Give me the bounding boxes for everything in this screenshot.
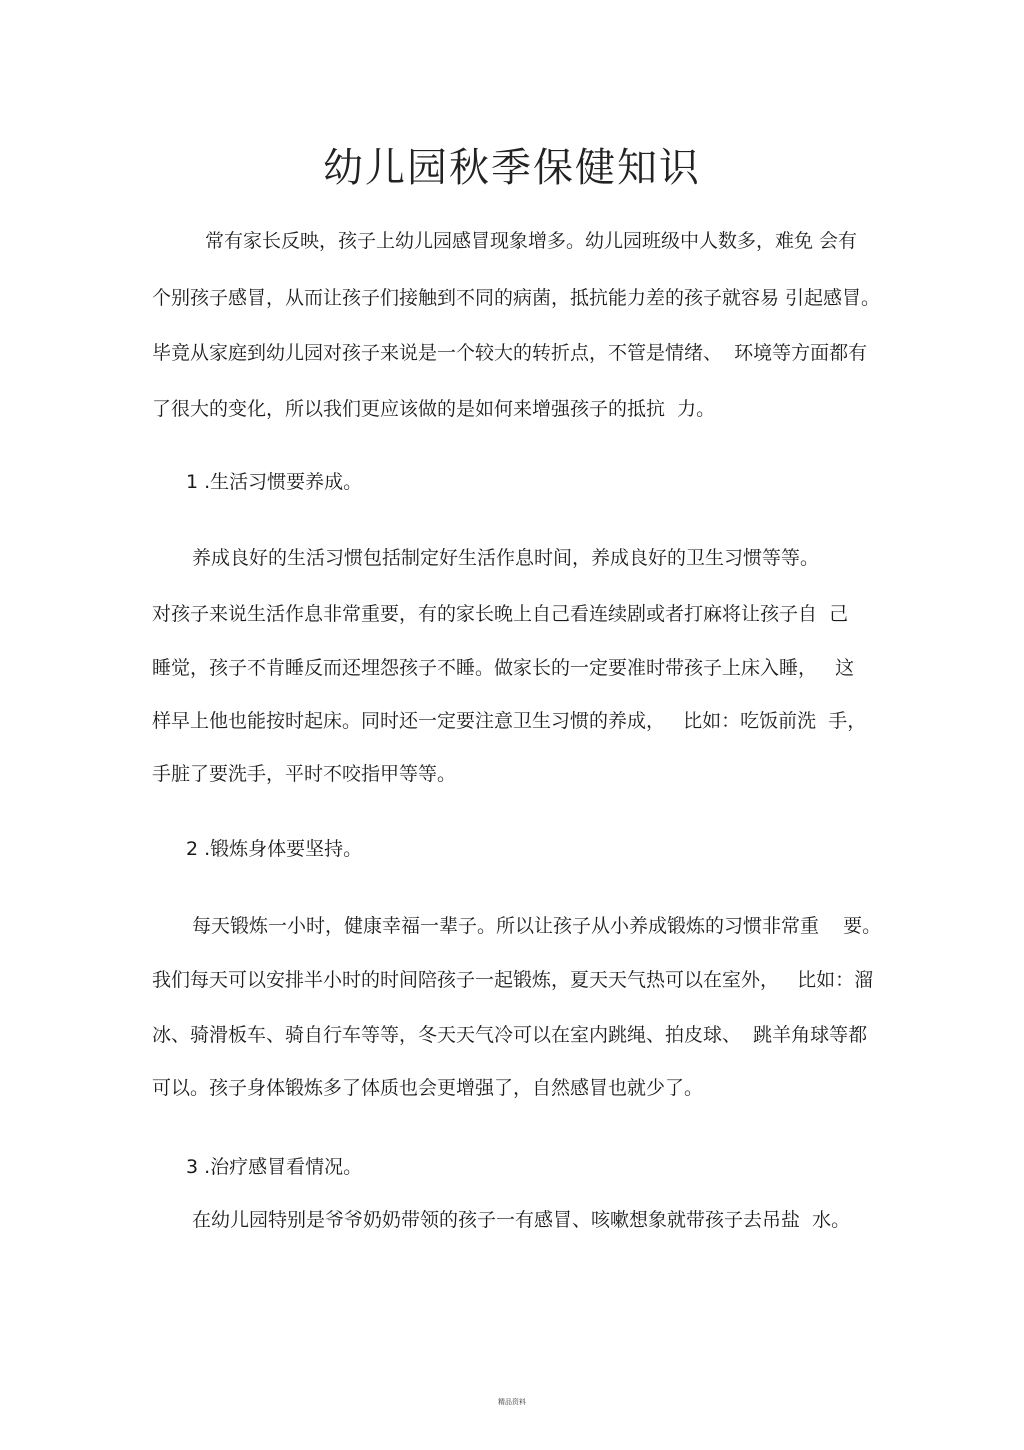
intro-line-1: 常有家长反映，孩子上幼儿园感冒现象增多。幼儿园班级中人数多，难免 会有 bbox=[205, 230, 858, 252]
section-2-line-2: 我们每天可以安排半小时的时间陪孩子一起锻炼，夏天天气热可以在室外， 比如：溜 bbox=[152, 969, 874, 991]
section-3-heading: 3 .治疗感冒看情况。 bbox=[186, 1156, 363, 1178]
section-1-heading: 1 .生活习惯要养成。 bbox=[186, 471, 363, 493]
intro-line-2: 个别孩子感冒，从而让孩子们接触到不同的病菌，抵抗能力差的孩子就容易 引起感冒。 bbox=[152, 287, 881, 309]
section-2-line-4: 可以。孩子身体锻炼多了体质也会更增强了，自然感冒也就少了。 bbox=[152, 1077, 704, 1099]
section-1-line-3: 睡觉，孩子不肯睡反而还埋怨孩子不睡。做家长的一定要准时带孩子上床入睡， 这 bbox=[152, 657, 855, 679]
intro-line-4: 了很大的变化，所以我们更应该做的是如何来增强孩子的抵抗 力。 bbox=[152, 398, 716, 420]
section-2-line-3: 冰、骑滑板车、骑自行车等等，冬天天气冷可以在室内跳绳、拍皮球、 跳羊角球等都 bbox=[152, 1024, 868, 1046]
document-title: 幼儿园秋季保健知识 bbox=[323, 145, 701, 191]
footer-note: 精品资料 bbox=[498, 1398, 526, 1406]
section-1-line-4: 样早上他也能按时起床。同时还一定要注意卫生习惯的养成， 比如：吃饭前洗 手， bbox=[152, 710, 867, 732]
section-2-line-1: 每天锻炼一小时，健康幸福一辈子。所以让孩子从小养成锻炼的习惯非常重 要。 bbox=[192, 915, 882, 937]
section-1-line-5: 手脏了要洗手，平时不咬指甲等等。 bbox=[152, 763, 457, 785]
section-1-line-1: 养成良好的生活习惯包括制定好生活作息时间，养成良好的卫生习惯等等。 bbox=[192, 547, 820, 569]
section-3-line-1: 在幼儿园特别是爷爷奶奶带领的孩子一有感冒、咳嗽想象就带孩子去吊盐 水。 bbox=[192, 1209, 851, 1231]
section-1-line-2: 对孩子来说生活作息非常重要，有的家长晚上自己看连续剧或者打麻将让孩子自 己 bbox=[152, 603, 849, 625]
section-2-heading: 2 .锻炼身体要坚持。 bbox=[186, 838, 363, 860]
intro-line-3: 毕竟从家庭到幼儿园对孩子来说是一个较大的转折点，不管是情绪、 环境等方面都有 bbox=[152, 342, 868, 364]
